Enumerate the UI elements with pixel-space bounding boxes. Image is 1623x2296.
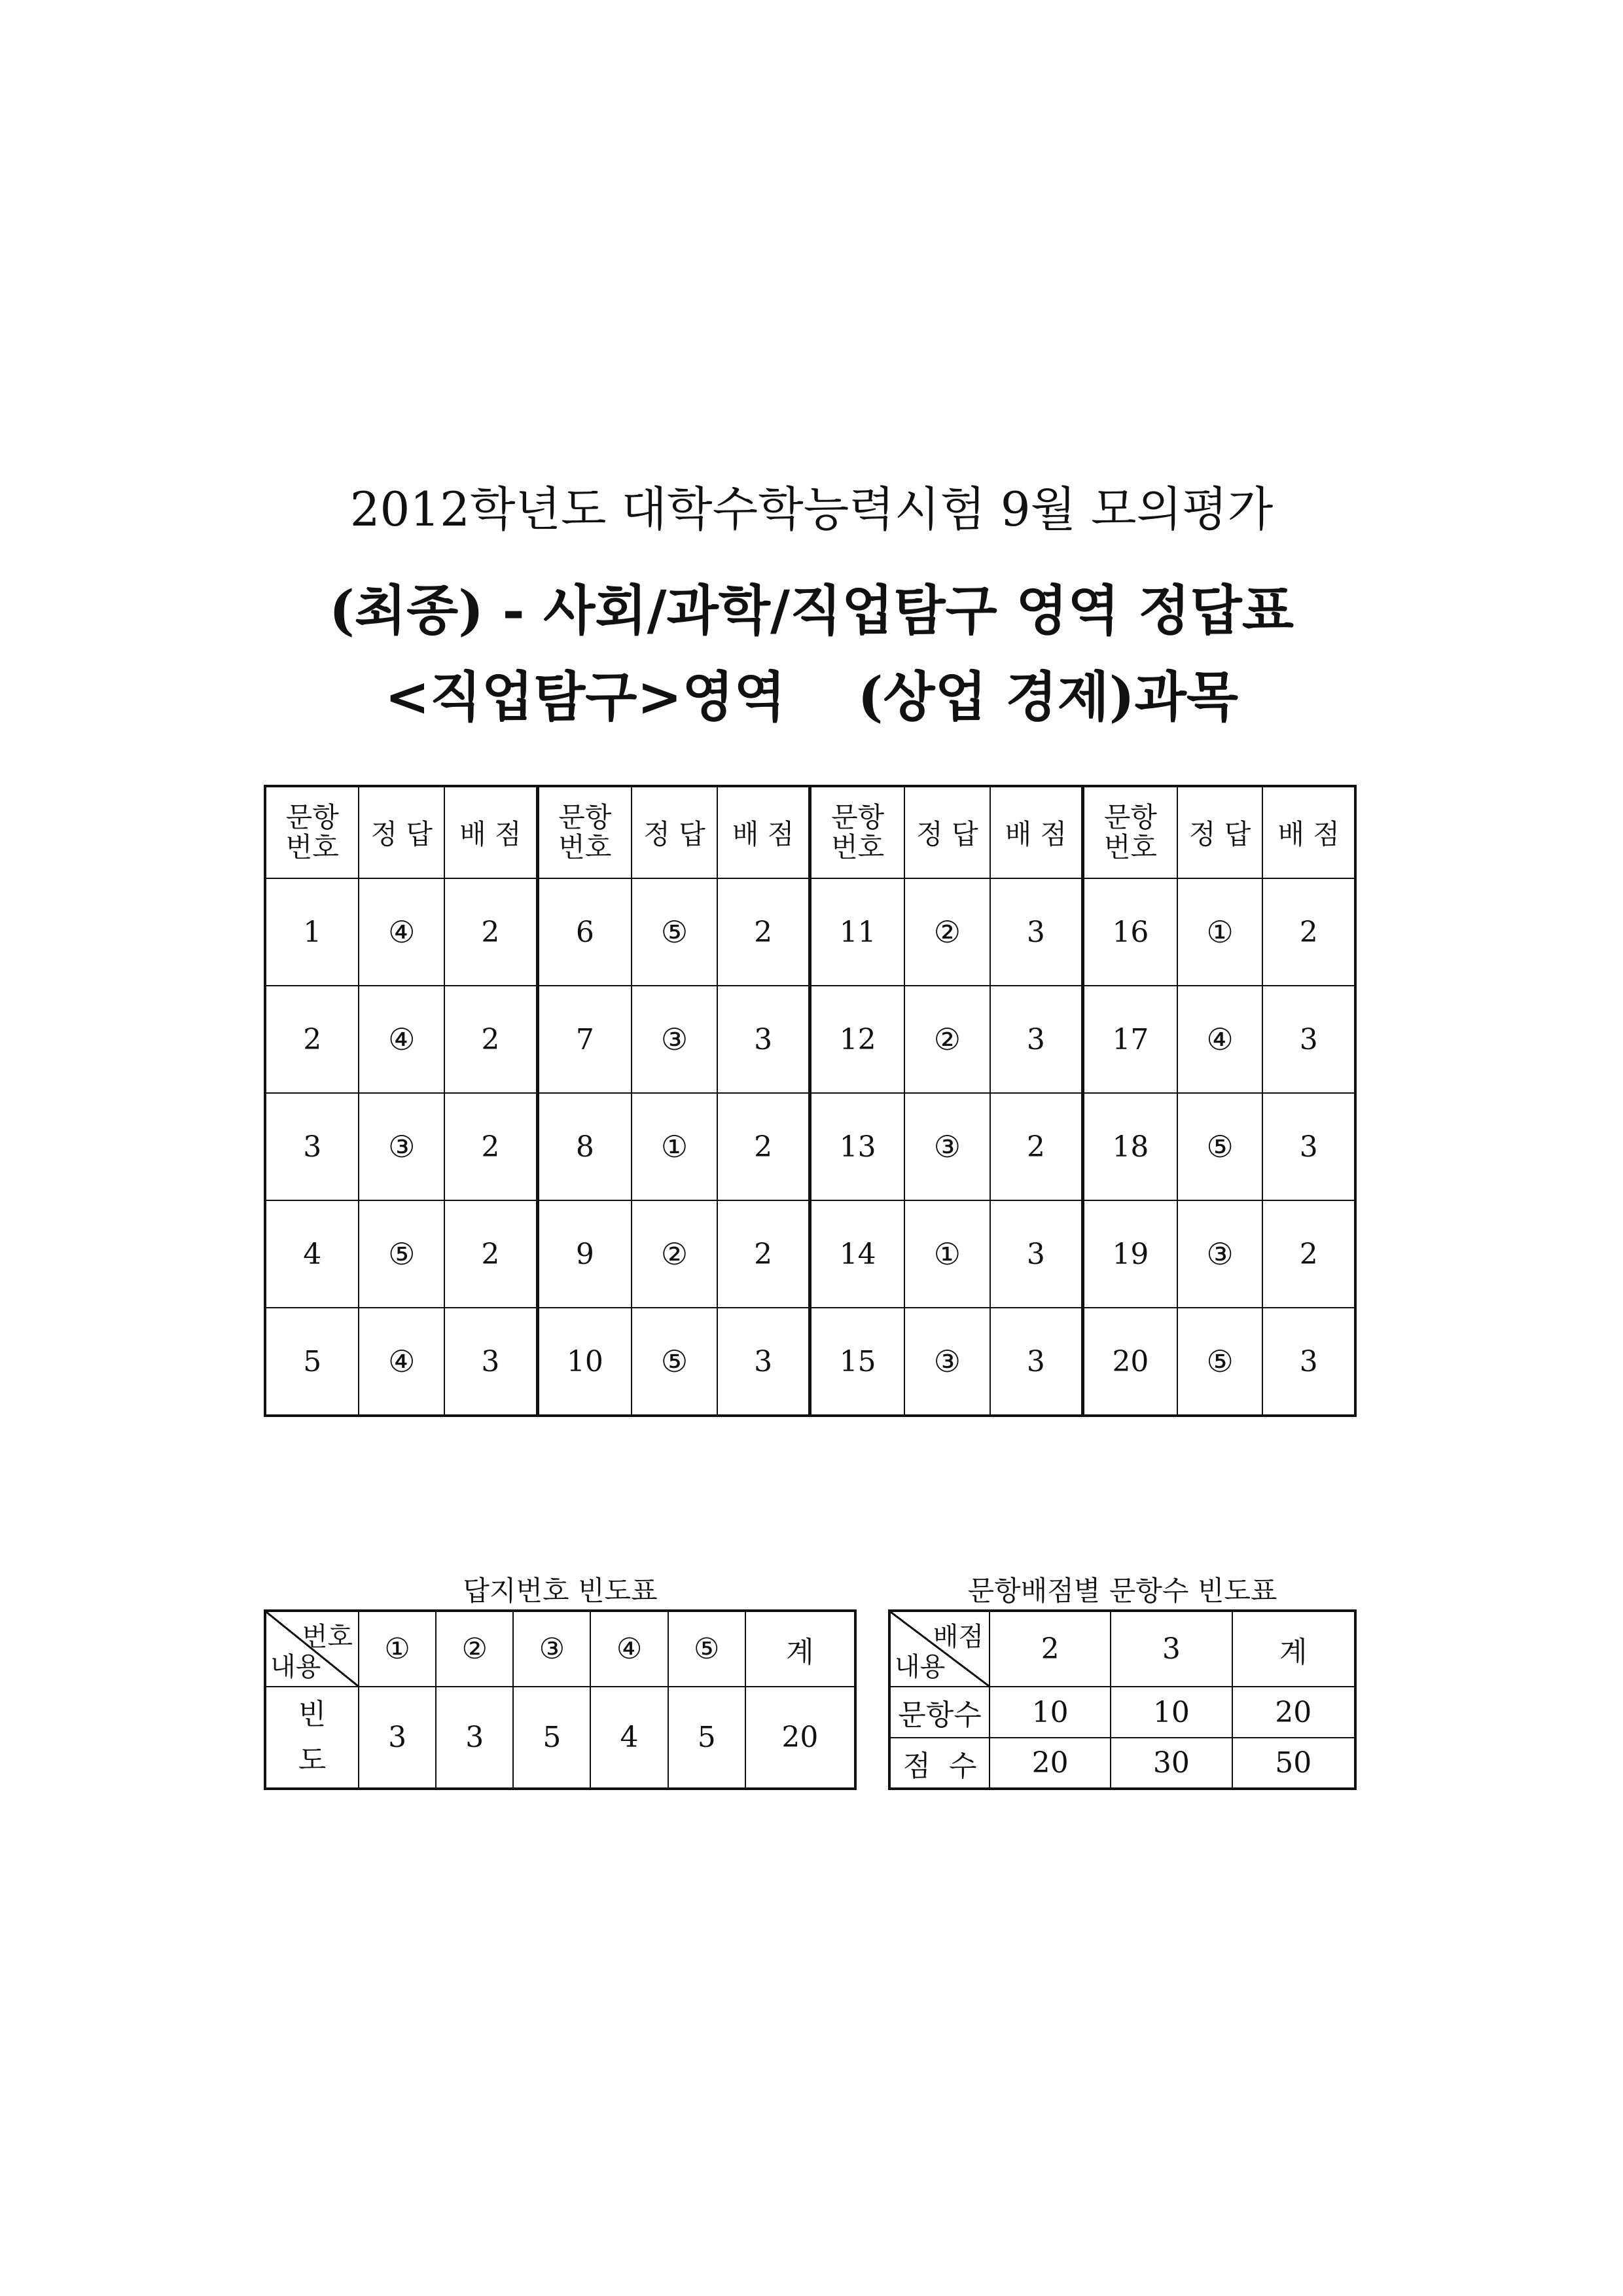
correct-answer: ④ <box>359 986 444 1093</box>
points-value-cell: 30 <box>1111 1738 1232 1789</box>
question-number: 2 <box>265 986 359 1093</box>
question-points: 2 <box>444 1093 537 1200</box>
correct-answer: ④ <box>359 1308 444 1416</box>
question-number: 5 <box>265 1308 359 1416</box>
correct-answer: ③ <box>904 1308 990 1416</box>
freq-header-cell: ② <box>436 1611 513 1687</box>
freq-row-label: 빈 도 <box>265 1687 359 1789</box>
question-number: 9 <box>537 1200 632 1308</box>
points-value-cell: 10 <box>990 1687 1111 1738</box>
question-points: 3 <box>717 1308 810 1416</box>
freq-value-cell: 20 <box>745 1687 855 1789</box>
col-number-header: 문항 번호 <box>537 786 632 878</box>
question-number: 16 <box>1083 878 1177 986</box>
col-number-header: 문항 번호 <box>810 786 904 878</box>
question-points: 2 <box>990 1093 1083 1200</box>
answer-row <box>265 1200 1355 1308</box>
correct-answer: ① <box>1177 878 1263 986</box>
answer-table <box>264 785 1357 1417</box>
correct-answer: ② <box>904 878 990 986</box>
points-row <box>889 1738 1355 1789</box>
question-points: 3 <box>717 986 810 1093</box>
question-number: 7 <box>537 986 632 1093</box>
points-value-cell: 20 <box>990 1738 1111 1789</box>
corner-bottom-label: 내용 <box>270 1652 321 1682</box>
question-points: 2 <box>717 878 810 986</box>
points-value-cell: 50 <box>1232 1738 1355 1789</box>
points-value-cell: 10 <box>1111 1687 1232 1738</box>
freq-value-cell: 5 <box>668 1687 745 1789</box>
question-number: 19 <box>1083 1200 1177 1308</box>
question-number: 18 <box>1083 1093 1177 1200</box>
answer-row <box>265 1093 1355 1200</box>
correct-answer: ⑤ <box>359 1200 444 1308</box>
answer-row <box>265 986 1355 1093</box>
question-number: 8 <box>537 1093 632 1200</box>
question-points: 2 <box>444 1200 537 1308</box>
freq-header-cell: ④ <box>590 1611 668 1687</box>
points-frequency-table <box>888 1609 1357 1790</box>
correct-answer: ③ <box>1177 1200 1263 1308</box>
col-answer-header: 정 답 <box>904 786 990 878</box>
col-number-header: 문항 번호 <box>1083 786 1177 878</box>
freq-value-row <box>265 1687 855 1789</box>
document-subtitle: (최종) - 사회/과학/직업탐구 영역 정답표 <box>329 579 1294 642</box>
points-row-label: 문항수 <box>889 1687 990 1738</box>
question-points: 2 <box>1262 1200 1355 1308</box>
question-number: 1 <box>265 878 359 986</box>
points-header-cell: 계 <box>1232 1611 1355 1687</box>
question-number: 17 <box>1083 986 1177 1093</box>
subject-title <box>0 655 1623 731</box>
question-number: 4 <box>265 1200 359 1308</box>
question-number: 11 <box>810 878 904 986</box>
freq-value-cell: 5 <box>513 1687 590 1789</box>
col-points-header: 배 점 <box>717 786 810 878</box>
correct-answer: ① <box>904 1200 990 1308</box>
corner-cell <box>265 1611 359 1687</box>
freq-header-cell: ① <box>359 1611 436 1687</box>
col-answer-header: 정 답 <box>1177 786 1263 878</box>
question-points: 3 <box>1262 1308 1355 1416</box>
correct-answer: ② <box>632 1200 717 1308</box>
subject-label: (상업 경제)과목 <box>857 666 1239 728</box>
question-number: 20 <box>1083 1308 1177 1416</box>
col-points-header: 배 점 <box>1262 786 1355 878</box>
question-points: 2 <box>717 1093 810 1200</box>
answer-frequency-table <box>264 1609 857 1790</box>
col-number-header: 문항 번호 <box>265 786 359 878</box>
points-header-cell: 2 <box>990 1611 1111 1687</box>
freq-header-cell: 계 <box>745 1611 855 1687</box>
question-number: 15 <box>810 1308 904 1416</box>
corner-bottom-label: 내용 <box>895 1652 946 1682</box>
area-label: <직업탐구>영역 <box>384 666 786 728</box>
corner-cell <box>889 1611 990 1687</box>
points-header-row <box>889 1611 1355 1687</box>
correct-answer: ③ <box>904 1093 990 1200</box>
points-row-label: 점 수 <box>889 1738 990 1789</box>
correct-answer: ⑤ <box>1177 1093 1263 1200</box>
correct-answer: ③ <box>632 986 717 1093</box>
question-points: 2 <box>1262 878 1355 986</box>
question-points: 3 <box>990 878 1083 986</box>
col-points-header: 배 점 <box>990 786 1083 878</box>
correct-answer: ① <box>632 1093 717 1200</box>
question-points: 2 <box>444 986 537 1093</box>
question-points: 2 <box>444 878 537 986</box>
freq-header-cell: ③ <box>513 1611 590 1687</box>
correct-answer: ⑤ <box>632 878 717 986</box>
points-header-cell: 3 <box>1111 1611 1232 1687</box>
question-number: 10 <box>537 1308 632 1416</box>
answer-table-header <box>265 786 1355 878</box>
correct-answer: ② <box>904 986 990 1093</box>
correct-answer: ⑤ <box>1177 1308 1263 1416</box>
answer-freq-caption: 답지번호 빈도표 <box>463 1575 658 1607</box>
corner-top-label: 배점 <box>933 1622 984 1652</box>
freq-value-cell: 3 <box>359 1687 436 1789</box>
correct-answer: ⑤ <box>632 1308 717 1416</box>
question-number: 13 <box>810 1093 904 1200</box>
points-freq-caption: 문항배점별 문항수 빈도표 <box>967 1575 1277 1607</box>
col-points-header: 배 점 <box>444 786 537 878</box>
question-number: 3 <box>265 1093 359 1200</box>
points-value-cell: 20 <box>1232 1687 1355 1738</box>
question-points: 3 <box>1262 1093 1355 1200</box>
question-number: 14 <box>810 1200 904 1308</box>
answer-row <box>265 1308 1355 1416</box>
answer-row <box>265 878 1355 986</box>
document-title: 2012학년도 대학수학능력시험 9월 모의평가 <box>349 482 1274 537</box>
question-points: 3 <box>1262 986 1355 1093</box>
question-points: 3 <box>444 1308 537 1416</box>
correct-answer: ③ <box>359 1093 444 1200</box>
col-answer-header: 정 답 <box>359 786 444 878</box>
question-points: 2 <box>717 1200 810 1308</box>
freq-header-cell: ⑤ <box>668 1611 745 1687</box>
correct-answer: ④ <box>359 878 444 986</box>
question-number: 6 <box>537 878 632 986</box>
question-points: 3 <box>990 1308 1083 1416</box>
question-number: 12 <box>810 986 904 1093</box>
question-points: 3 <box>990 986 1083 1093</box>
question-points: 3 <box>990 1200 1083 1308</box>
corner-top-label: 번호 <box>302 1622 353 1652</box>
points-row <box>889 1687 1355 1738</box>
freq-value-cell: 4 <box>590 1687 668 1789</box>
col-answer-header: 정 답 <box>632 786 717 878</box>
correct-answer: ④ <box>1177 986 1263 1093</box>
freq-header-row <box>265 1611 855 1687</box>
freq-value-cell: 3 <box>436 1687 513 1789</box>
